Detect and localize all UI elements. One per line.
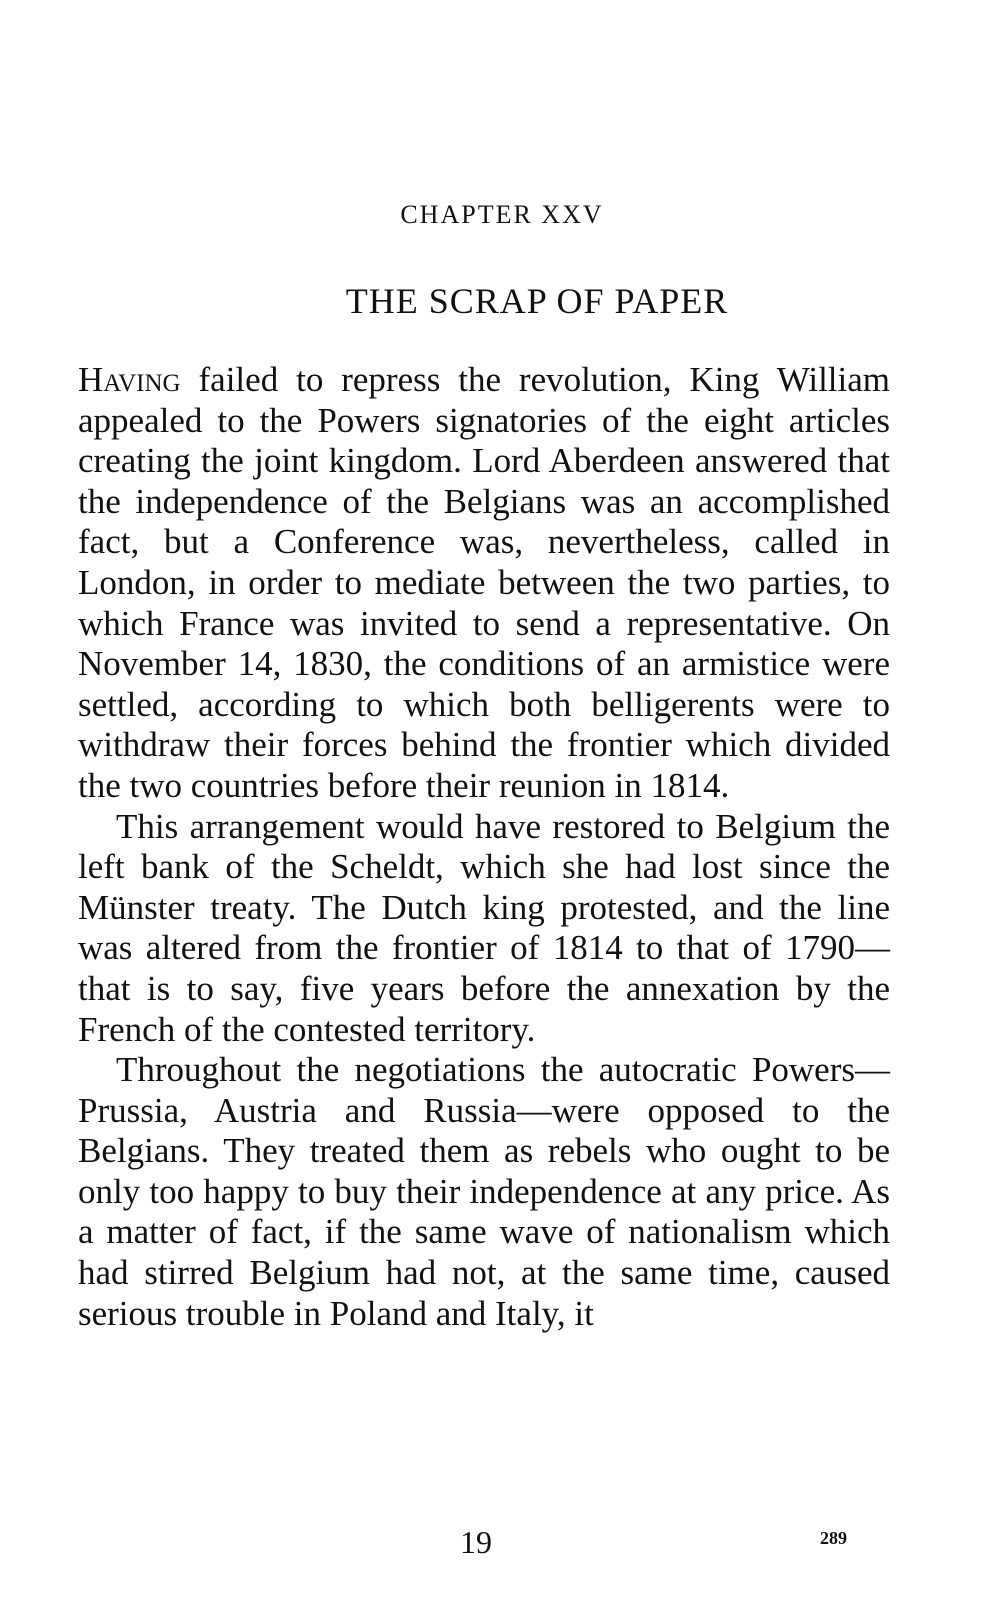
paragraph-text: Throughout the negotiations the autocratic Powers—Prussia, Austria and Russia—were opposed to the Belgians. They treated them as rebels who ought to be only too happy to buy their independence at any price. As a matter of fact, if the same wave of nationalism which had stirred Belgium had not, at the same time, caused serious trouble in Poland and Italy, it xyxy=(78,1050,890,1333)
paragraph-1 xyxy=(78,360,890,807)
paragraph-text: This arrangement would have restored to Belgium the left bank of the Scheldt, which she had lost since the Münster treaty. The Dutch king protested, and the line was altered from the frontier of 1814 to that of 1790—that is to say, five years before the annexation by the French of the contested territory. xyxy=(78,806,890,1049)
lead-word: Having xyxy=(78,360,181,399)
chapter-label: CHAPTER XXV xyxy=(400,200,604,229)
page-number: 289 xyxy=(820,1528,847,1548)
body-text xyxy=(78,360,890,1334)
signature-folio: 19 xyxy=(460,1524,492,1560)
chapter-title: THE SCRAP OF PAPER xyxy=(345,281,729,321)
paragraph-2 xyxy=(78,807,890,1051)
paragraph-text: failed to repress the revolution, King William appealed to the Powers signatories of the eight articles creating the joint kingdom. Lord Aberdeen answered that the independence of the Belgians was an accomplished fact, but a Conference was, nevertheless, called in London, in order to mediate between the two parties, to which France was invited to send a representative. On November 14, 1830, the conditions of an armistice were settled, according to which both belligerents were to withdraw their forces behind the frontier which divided the two countries before their reunion in 1814. xyxy=(78,360,890,805)
paragraph-3 xyxy=(78,1050,890,1334)
